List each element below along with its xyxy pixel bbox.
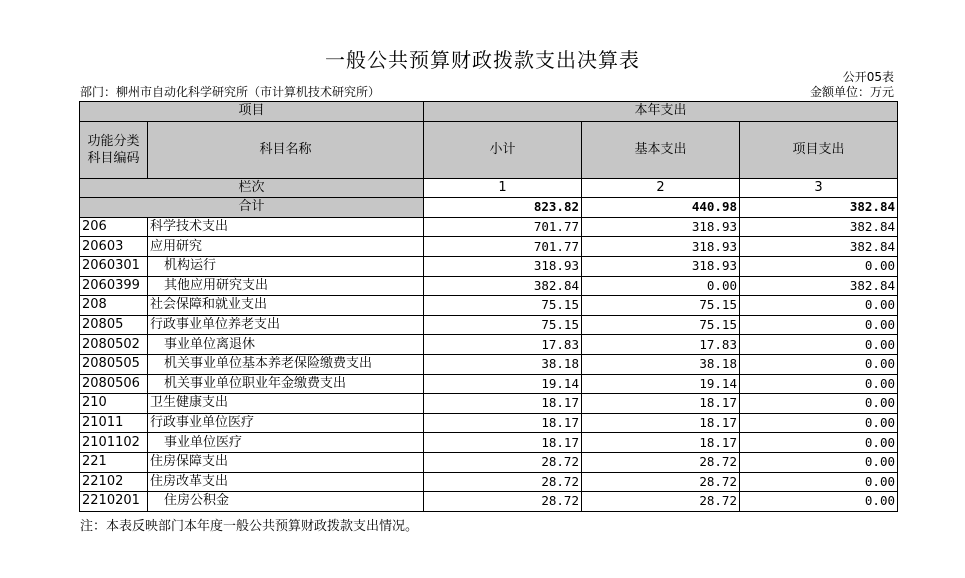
row-basic: 38.18 (582, 354, 740, 374)
total-subtotal: 823.82 (424, 198, 582, 218)
row-subtotal: 18.17 (424, 413, 582, 433)
row-item: 0.00 (740, 492, 898, 512)
row-code: 20603 (80, 237, 148, 257)
header-code: 功能分类 科目编码 (80, 121, 148, 178)
row-name: 事业单位离退休 (148, 335, 424, 355)
expenditure-table (79, 101, 898, 512)
row-item: 382.84 (740, 217, 898, 237)
row-subtotal: 701.77 (424, 217, 582, 237)
row-name: 住房改革支出 (148, 472, 424, 492)
row-name: 社会保障和就业支出 (148, 296, 424, 316)
row-name: 机关事业单位基本养老保险缴费支出 (148, 354, 424, 374)
total-basic: 440.98 (582, 198, 740, 218)
row-code: 22102 (80, 472, 148, 492)
header-item: 项目支出 (740, 121, 898, 178)
row-item: 0.00 (740, 296, 898, 316)
table-row (80, 433, 898, 453)
row-name: 事业单位医疗 (148, 433, 424, 453)
page-title: 一般公共预算财政拨款支出决算表 (325, 48, 640, 72)
row-code: 206 (80, 217, 148, 237)
form-number: 公开05表 (842, 70, 894, 84)
table-row (80, 256, 898, 276)
row-basic: 18.17 (582, 413, 740, 433)
row-subtotal: 318.93 (424, 256, 582, 276)
row-name: 行政事业单位养老支出 (148, 315, 424, 335)
row-name: 住房保障支出 (148, 452, 424, 472)
row-item: 0.00 (740, 315, 898, 335)
row-item: 0.00 (740, 413, 898, 433)
row-basic: 18.17 (582, 394, 740, 414)
table-row (80, 276, 898, 296)
column-no-3: 3 (740, 178, 898, 198)
row-basic: 28.72 (582, 472, 740, 492)
row-code: 2060399 (80, 276, 148, 296)
row-name: 应用研究 (148, 237, 424, 257)
row-basic: 75.15 (582, 315, 740, 335)
row-subtotal: 701.77 (424, 237, 582, 257)
row-name: 住房公积金 (148, 492, 424, 512)
row-code: 221 (80, 452, 148, 472)
row-subtotal: 28.72 (424, 472, 582, 492)
row-subtotal: 382.84 (424, 276, 582, 296)
row-basic: 318.93 (582, 256, 740, 276)
row-basic: 28.72 (582, 492, 740, 512)
total-label: 合计 (80, 198, 424, 218)
table-row (80, 492, 898, 512)
row-basic: 318.93 (582, 217, 740, 237)
row-basic: 0.00 (582, 276, 740, 296)
footnote: 注：本表反映部门本年度一般公共预算财政拨款支出情况。 (80, 519, 419, 534)
row-subtotal: 38.18 (424, 354, 582, 374)
row-name: 行政事业单位医疗 (148, 413, 424, 433)
amount-unit-label: 金额单位：万元 (809, 85, 894, 99)
header-current-year: 本年支出 (424, 102, 898, 122)
row-subtotal: 17.83 (424, 335, 582, 355)
row-name: 卫生健康支出 (148, 394, 424, 414)
row-basic: 19.14 (582, 374, 740, 394)
header-column-no: 栏次 (80, 178, 424, 198)
table-row (80, 315, 898, 335)
table-row (80, 374, 898, 394)
header-subtotal: 小计 (424, 121, 582, 178)
header-project: 项目 (80, 102, 424, 122)
table-row (80, 217, 898, 237)
table-row (80, 335, 898, 355)
row-name: 机关事业单位职业年金缴费支出 (148, 374, 424, 394)
row-name: 机构运行 (148, 256, 424, 276)
table-row (80, 354, 898, 374)
row-code: 2080502 (80, 335, 148, 355)
row-basic: 28.72 (582, 452, 740, 472)
row-item: 0.00 (740, 394, 898, 414)
row-code: 210 (80, 394, 148, 414)
header-basic: 基本支出 (582, 121, 740, 178)
row-name: 科学技术支出 (148, 217, 424, 237)
row-item: 382.84 (740, 237, 898, 257)
row-subtotal: 18.17 (424, 433, 582, 453)
department-label: 部门：柳州市自动化科学研究所（市计算机技术研究所） (80, 85, 381, 99)
row-basic: 318.93 (582, 237, 740, 257)
row-item: 0.00 (740, 256, 898, 276)
row-code: 20805 (80, 315, 148, 335)
table-row (80, 394, 898, 414)
row-basic: 75.15 (582, 296, 740, 316)
column-no-1: 1 (424, 178, 582, 198)
row-item: 0.00 (740, 452, 898, 472)
row-name: 其他应用研究支出 (148, 276, 424, 296)
row-subtotal: 19.14 (424, 374, 582, 394)
row-item: 0.00 (740, 472, 898, 492)
row-item: 0.00 (740, 335, 898, 355)
row-item: 0.00 (740, 433, 898, 453)
row-code: 2101102 (80, 433, 148, 453)
column-no-2: 2 (582, 178, 740, 198)
table-row (80, 296, 898, 316)
row-code: 21011 (80, 413, 148, 433)
row-basic: 17.83 (582, 335, 740, 355)
row-code: 208 (80, 296, 148, 316)
header-name: 科目名称 (148, 121, 424, 178)
table-row (80, 237, 898, 257)
row-code: 2210201 (80, 492, 148, 512)
table-row (80, 413, 898, 433)
table-row (80, 472, 898, 492)
row-code: 2060301 (80, 256, 148, 276)
row-subtotal: 18.17 (424, 394, 582, 414)
row-item: 0.00 (740, 354, 898, 374)
row-code: 2080506 (80, 374, 148, 394)
total-item: 382.84 (740, 198, 898, 218)
row-subtotal: 75.15 (424, 296, 582, 316)
row-subtotal: 28.72 (424, 452, 582, 472)
row-subtotal: 28.72 (424, 492, 582, 512)
row-code: 2080505 (80, 354, 148, 374)
row-basic: 18.17 (582, 433, 740, 453)
row-subtotal: 75.15 (424, 315, 582, 335)
row-item: 0.00 (740, 374, 898, 394)
row-item: 382.84 (740, 276, 898, 296)
table-row (80, 452, 898, 472)
